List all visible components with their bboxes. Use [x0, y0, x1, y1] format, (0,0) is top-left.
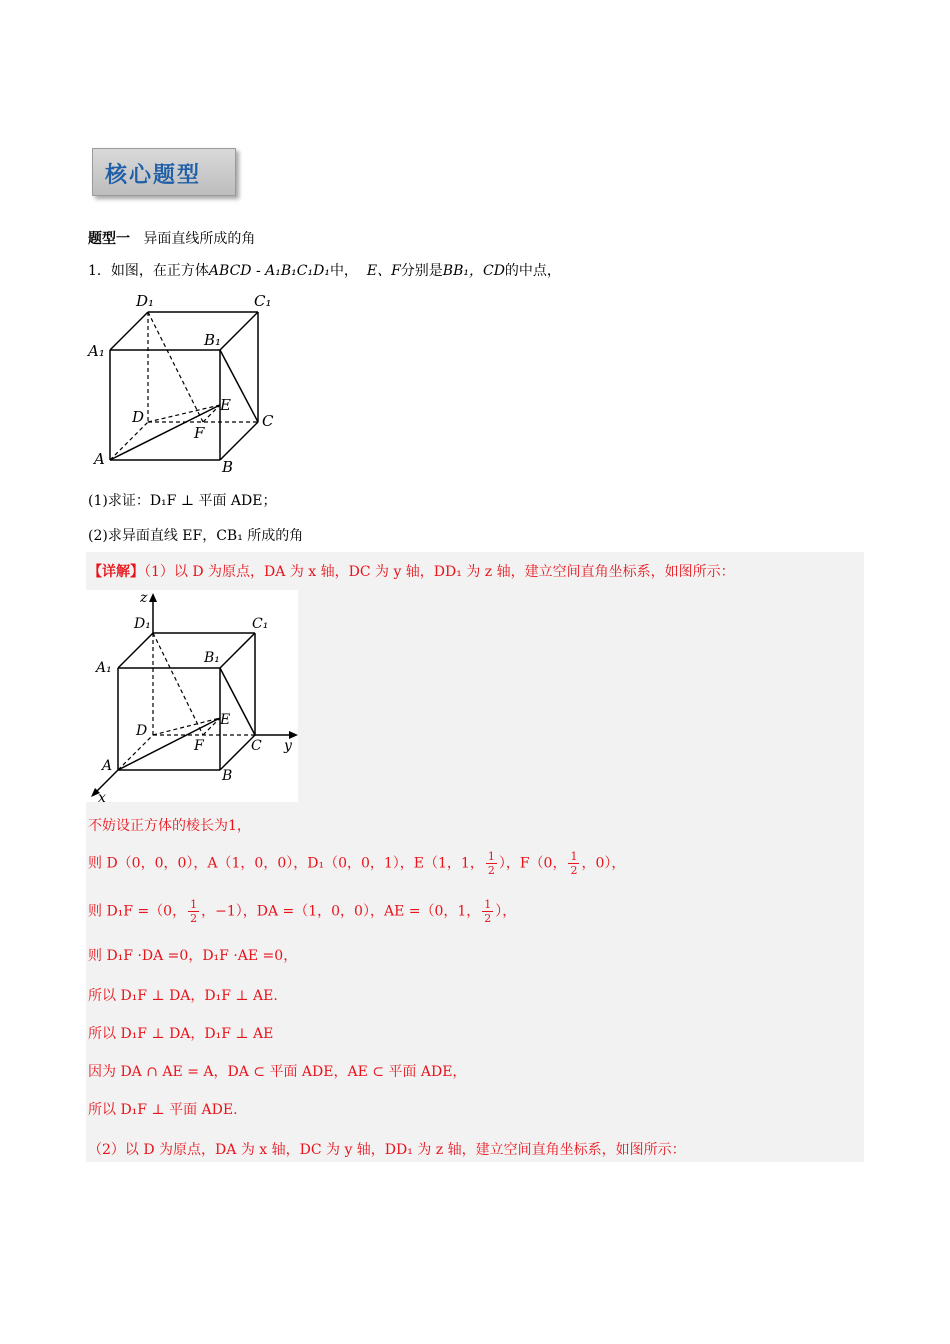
solution-line-2: 则 D（0，0，0），A（1，0，0），D₁（0，0，1），E（1，1， $\frac{1}{2}$ ），F（0， $\frac{1}{2}$ ，0），: [88, 850, 626, 877]
problem-type-heading: [88, 228, 255, 248]
label-e: E: [220, 396, 231, 414]
label-b1: B₁: [204, 650, 220, 666]
cube-figure-1: [86, 290, 286, 480]
fraction-half: $\frac{1}{2}$: [190, 898, 198, 925]
fraction-half: $\frac{1}{2}$: [484, 898, 492, 925]
label-a: A: [94, 450, 105, 468]
solution-line-3: 则 D₁F =（0， $\frac{1}{2}$ ，−1），DA =（1，0，0），AE =（0，1， $\frac{1}{2}$ ），: [88, 898, 517, 925]
question-2: (2)求异面直线 EF，CB₁ 所成的角: [88, 528, 304, 544]
label-b: B: [222, 458, 234, 476]
solution-line-4: 则 D₁F ·DA =0，D₁F ·AE =0，: [88, 948, 298, 964]
solution-line-7: 因为 DA ∩ AE = A，DA ⊂ 平面 ADE，AE ⊂ 平面 ADE，: [88, 1064, 467, 1080]
label-d1: D₁: [134, 616, 151, 632]
solution-line-5: 所以 D₁F ⊥ DA，D₁F ⊥ AE.: [88, 988, 278, 1004]
label-e: E: [220, 712, 231, 728]
label-f: F: [194, 424, 205, 442]
label-b1: B₁: [204, 331, 222, 349]
problem-statement: 1．如图，在正方体ABCD - A₁B₁C₁D₁中， E、F分别是BB₁，CD的中点，: [88, 263, 561, 279]
question-1: (1)求证：D₁F ⊥ 平面 ADE；: [88, 493, 277, 509]
label-d: D: [132, 408, 145, 426]
label-c1: C₁: [252, 616, 269, 632]
label-x: x: [98, 790, 106, 805]
solution-part2-intro: （2）以 D 为原点，DA 为 x 轴，DC 为 y 轴，DD₁ 为 z 轴，建立空间直角坐标系，如图所示：: [88, 1142, 686, 1158]
label-d: D: [136, 723, 148, 739]
label-a: A: [102, 758, 113, 774]
label-a1: A₁: [88, 342, 105, 360]
fraction-half: $\frac{1}{2}$: [487, 850, 495, 877]
solution-line-1: 不妨设正方体的棱长为1，: [88, 818, 251, 834]
label-d1: D₁: [136, 292, 155, 310]
label-b: B: [222, 768, 233, 784]
type-tag: 题型一: [88, 231, 130, 247]
label-f: F: [194, 738, 204, 754]
label-z: z: [140, 590, 148, 606]
label-c: C: [262, 412, 274, 430]
fraction-half: $\frac{1}{2}$: [570, 850, 578, 877]
cube-figure-2: [86, 590, 301, 805]
section-banner: [92, 148, 236, 196]
solution-heading: 【详解】: [88, 564, 144, 580]
label-y: y: [284, 738, 292, 754]
label-a1: A₁: [96, 660, 112, 676]
solution-line-8: 所以 D₁F ⊥ 平面 ADE.: [88, 1102, 238, 1118]
banner-text: 核心题型: [105, 162, 202, 188]
solution-part1-intro: 【详解】（1）以 D 为原点，DA 为 x 轴，DC 为 y 轴，DD₁ 为 z 轴，建立空间直角坐标系，如图所示：: [88, 564, 735, 580]
type-title: 异面直线所成的角: [143, 231, 256, 247]
solution-line-6: 所以 D₁F ⊥ DA，D₁F ⊥ AE: [88, 1026, 274, 1042]
label-c: C: [251, 738, 262, 754]
label-c1: C₁: [254, 292, 272, 310]
